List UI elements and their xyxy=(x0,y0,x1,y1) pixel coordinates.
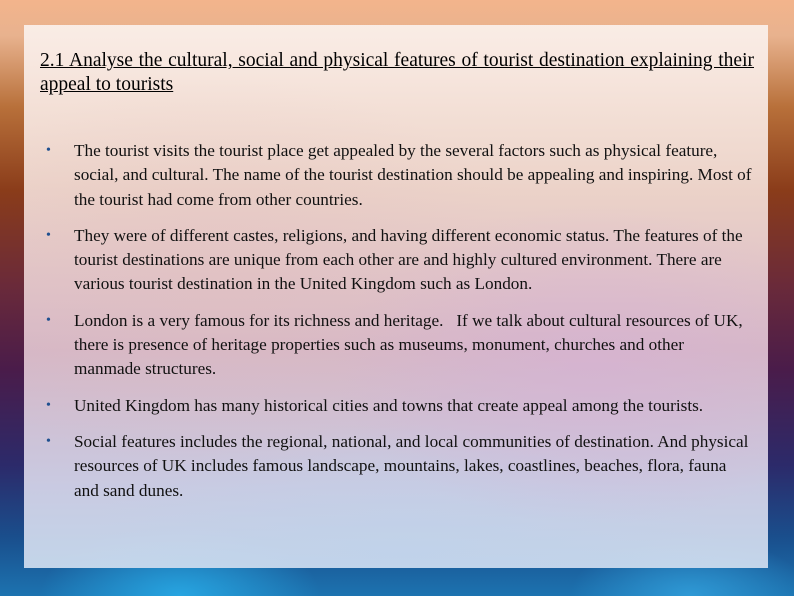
bullet-list xyxy=(40,139,754,503)
bullet-item xyxy=(40,430,754,503)
bullet-text: United Kingdom has many historical cities and towns that create appeal among the tourists. xyxy=(74,395,704,415)
bullet-icon: • xyxy=(46,143,51,158)
bullet-icon: • xyxy=(46,397,51,413)
bullet-item xyxy=(40,394,754,418)
bullet-item xyxy=(40,224,754,297)
bullet-item xyxy=(40,309,754,382)
slide-content-panel xyxy=(24,25,768,568)
bullet-text: They were of different castes, religions, and having different economic status. The features of the tourist destinations are unique from each other are and highly cultured environment. There are various tourist destination in the United Kingdom such as London. xyxy=(74,225,747,294)
bullet-item xyxy=(40,139,754,212)
slide-title: 2.1 Analyse the cultural, social and physical features of tourist destination explaining their appeal to tourists xyxy=(40,50,754,95)
bullet-icon: • xyxy=(46,433,51,449)
bullet-icon: • xyxy=(46,312,51,328)
bullet-text: The tourist visits the tourist place get appealed by the several factors such as physical feature, social, and cultural. The name of the tourist destination should be appealing and inspiring. Most of the tourist had come from other countries. xyxy=(74,141,756,209)
bullet-text: London is a very famous for its richness and heritage. If we talk about cultural resources of UK, there is presence of heritage properties such as museums, monument, churches and other manmade structures. xyxy=(74,310,747,379)
bullet-icon: • xyxy=(46,227,51,243)
bullet-text: Social features includes the regional, national, and local communities of destination. And physical resources of UK includes famous landscape, mountains, lakes, coastlines, beaches, flora, fauna and sand dunes. xyxy=(74,431,753,500)
